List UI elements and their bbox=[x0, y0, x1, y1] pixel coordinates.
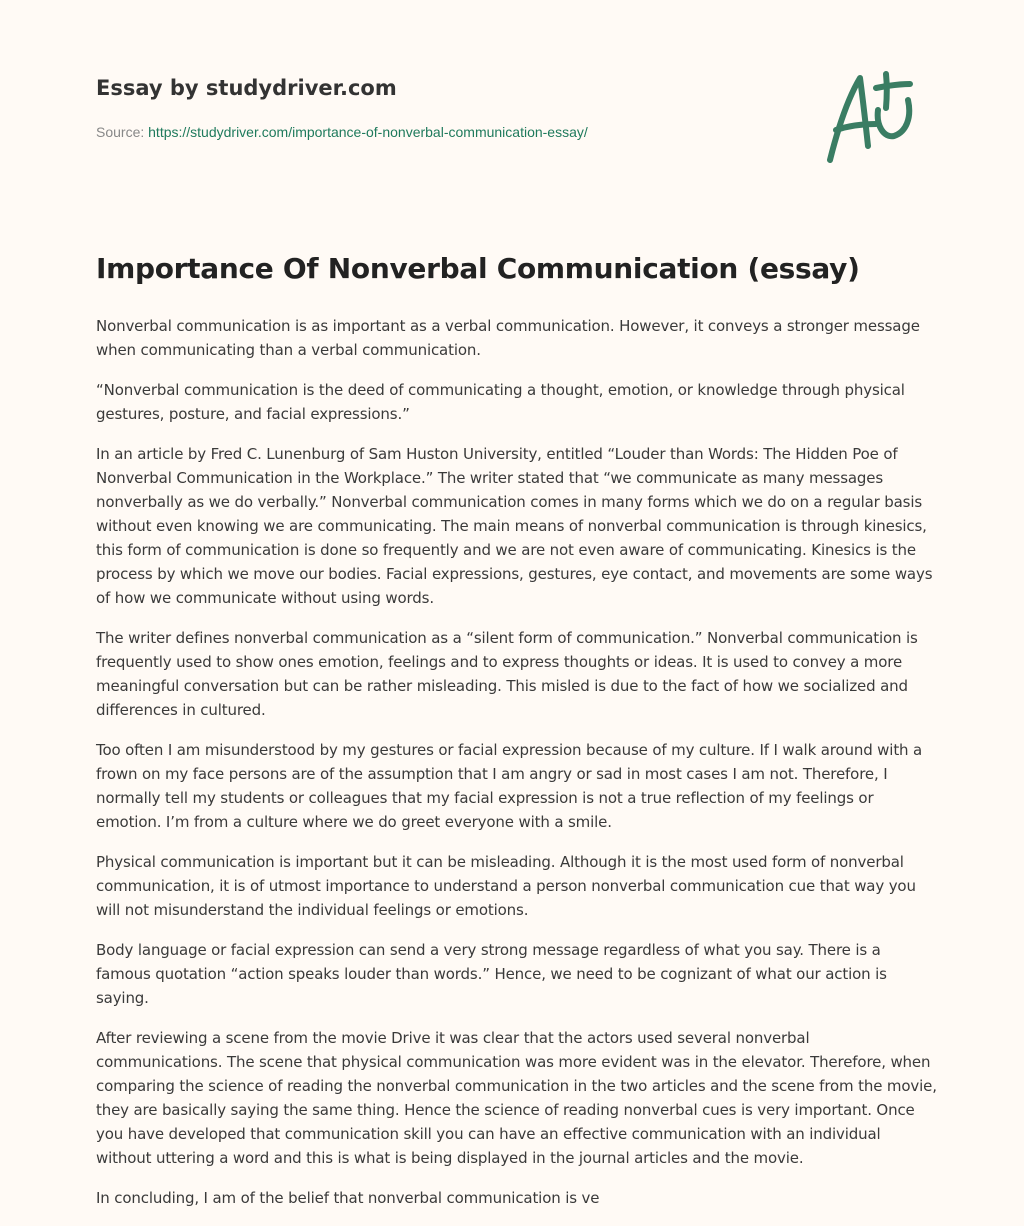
essay-paragraph bbox=[96, 850, 936, 922]
paragraph-line: “Nonverbal communication is the deed of communicating a thought, emotion, or knowledge through physical bbox=[96, 381, 905, 399]
paragraph-line: meaningful conversation but can be rather misleading. This misled is due to the fact of how we socialized and bbox=[96, 677, 908, 695]
paragraph-line: differences in cultured. bbox=[96, 701, 266, 719]
paragraph-line: without even knowing we are communicating. The main means of nonverbal communication is through kinesics, bbox=[96, 517, 927, 535]
paragraph-line: Physical communication is important but it can be misleading. Although it is the most used form of nonverbal bbox=[96, 853, 904, 871]
paragraph-line: Too often I am misunderstood by my gestures or facial expression because of my culture. If I walk around with a bbox=[96, 741, 923, 759]
paragraph-line: Body language or facial expression can send a very strong message regardless of what you say. There is a bbox=[96, 941, 881, 959]
source-line bbox=[96, 124, 588, 140]
paragraph-line: when communicating than a verbal communication. bbox=[96, 341, 481, 359]
a-plus-logo-icon bbox=[820, 68, 930, 164]
paragraph-line: of how we communicate without using words. bbox=[96, 589, 434, 607]
essay-paragraph bbox=[96, 1186, 936, 1210]
paragraph-line: they are basically saying the same thing. Hence the science of reading nonverbal cues is very important. Once bbox=[96, 1101, 915, 1119]
paragraph-line: normally tell my students or colleagues that my facial expression is not a true reflection of my feelings or bbox=[96, 789, 874, 807]
paragraph-line: frown on my face persons are of the assumption that I am angry or sad in most cases I am not. Therefore, I bbox=[96, 765, 888, 783]
paragraph-line: nonverbally as we do verbally.” Nonverbal communication comes in many forms which we do on a regular basis bbox=[96, 493, 923, 511]
paragraph-line: Nonverbal Communication in the Workplace.” The writer stated that “we communicate as many messages bbox=[96, 469, 884, 487]
paragraph-line: In an article by Fred C. Lunenburg of Sam Huston University, entitled “Louder than Words: The Hidden Poe of bbox=[96, 445, 898, 463]
source-link[interactable]: https://studydriver.com/importance-of-nonverbal-communication-essay/ bbox=[148, 124, 588, 140]
essay-paragraph bbox=[96, 1026, 936, 1170]
paragraph-line: famous quotation “action speaks louder than words.” Hence, we need to be cognizant of what our action is bbox=[96, 965, 887, 983]
essay-body bbox=[96, 314, 936, 1226]
paragraph-line: The writer defines nonverbal communication as a “silent form of communication.” Nonverbal communication is bbox=[96, 629, 918, 647]
paragraph-line: gestures, posture, and facial expressions.” bbox=[96, 405, 410, 423]
essay-paragraph bbox=[96, 442, 936, 610]
paragraph-line: communication, it is of utmost importance to understand a person nonverbal communication cue that way you bbox=[96, 877, 916, 895]
paragraph-line: without uttering a word and this is what is being displayed in the journal articles and the movie. bbox=[96, 1149, 804, 1167]
paragraph-line: you have developed that communication skill you can have an effective communication with an individual bbox=[96, 1125, 881, 1143]
paragraph-line: frequently used to show ones emotion, feelings and to express thoughts or ideas. It is used to convey a more bbox=[96, 653, 903, 671]
essay-paragraph bbox=[96, 626, 936, 722]
paragraph-line: process by which we move our bodies. Facial expressions, gestures, eye contact, and movements are some ways bbox=[96, 565, 933, 583]
paragraph-line: this form of communication is done so frequently and we are not even aware of communicating. Kinesics is the bbox=[96, 541, 916, 559]
site-brand: Essay by studydriver.com bbox=[96, 76, 397, 100]
essay-paragraph bbox=[96, 738, 936, 834]
essay-title: Importance Of Nonverbal Communication (essay) bbox=[96, 252, 860, 285]
paragraph-line: communications. The scene that physical communication was more evident was in the elevator. Therefore, when bbox=[96, 1053, 931, 1071]
essay-paragraph bbox=[96, 378, 936, 426]
paragraph-line: Nonverbal communication is as important as a verbal communication. However, it conveys a stronger message bbox=[96, 317, 920, 335]
paragraph-line: comparing the science of reading the nonverbal communication in the two articles and the scene from the movie, bbox=[96, 1077, 937, 1095]
paragraph-line: saying. bbox=[96, 989, 149, 1007]
paragraph-line: emotion. I’m from a culture where we do greet everyone with a smile. bbox=[96, 813, 612, 831]
paragraph-line: will not misunderstand the individual feelings or emotions. bbox=[96, 901, 529, 919]
paragraph-line: After reviewing a scene from the movie Drive it was clear that the actors used several nonverbal bbox=[96, 1029, 810, 1047]
essay-paragraph bbox=[96, 938, 936, 1010]
paragraph-line: In concluding, I am of the belief that nonverbal communication is ve bbox=[96, 1189, 600, 1207]
source-label: Source: bbox=[96, 124, 149, 140]
essay-paragraph bbox=[96, 314, 936, 362]
